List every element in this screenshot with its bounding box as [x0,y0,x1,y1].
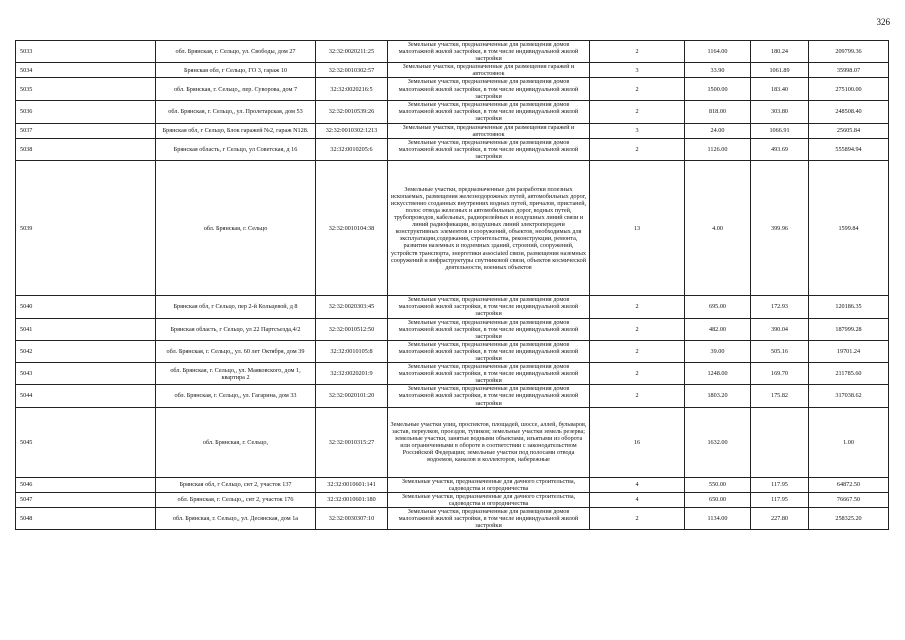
cell-group: 2 [590,296,685,318]
cell-cadastral-number: 32:32:0010315:27 [316,407,388,477]
cell-specific-value: 303.80 [751,100,809,123]
cell-cadastral-value: 209799.36 [809,41,889,63]
cell-specific-value: 117.95 [751,492,809,507]
cell-specific-value: 183.40 [751,78,809,100]
cell-group: 2 [590,385,685,407]
table-row [16,63,889,78]
cell-number: 5041 [16,318,156,340]
cell-land-use: Земельные участки, предназначенные для размещения домов малоэтажной жилой застройки, в том числе индивидуальной жилой застройки [388,100,590,123]
cell-address: обл. Брянская, г. Сельцо,, ул. Маяковского, дом 1, квартира 2 [156,363,316,385]
cell-area: 650.00 [685,492,751,507]
cell-area: 1632.00 [685,407,751,477]
cell-address: обл. Брянская, г. Сельцо,, снт 2, участок 176 [156,492,316,507]
cell-area: 818.00 [685,100,751,123]
page-number: 326 [876,17,890,27]
cell-land-use: Земельные участки, предназначенные для размещения домов малоэтажной жилой застройки, в том числе индивидуальной жилой застройки [388,138,590,160]
cell-land-use: Земельные участки, предназначенные для размещения домов малоэтажной жилой застройки, в том числе индивидуальной жилой застройки [388,78,590,100]
cell-cadastral-number: 32:32:0010302:57 [316,63,388,78]
cell-cadastral-number: 32:32:0010302:1213 [316,123,388,138]
table-body [16,41,889,530]
cell-specific-value: 117.95 [751,477,809,492]
cell-cadastral-value: 25605.84 [809,123,889,138]
cell-group: 2 [590,138,685,160]
cell-address: обл. Брянская, г. Сельцо,, ул. Пролетарская, дом 53 [156,100,316,123]
cell-land-use: Земельные участки, предназначенные для дачного строительства, садоводства и огородничества [388,492,590,507]
cell-address: Брянская обл, г Сельцо, Блок гаражей №2, гараж N128. [156,123,316,138]
cell-specific-value: 175.82 [751,385,809,407]
cell-number: 5039 [16,161,156,296]
cell-cadastral-value: 1599.84 [809,161,889,296]
cell-group: 2 [590,363,685,385]
cell-number: 5038 [16,138,156,160]
cell-specific-value [751,407,809,477]
cell-number: 5040 [16,296,156,318]
table-row [16,477,889,492]
cell-cadastral-number: 32:32:0010105:8 [316,340,388,362]
cell-land-use: Земельные участки улиц, проспектов, площадей, шоссе, аллей, бульваров, застав, переулков, проездов, тупиков; земельные участки земель резерва; земельные участки, занятые водными объектами, изъятыми из оборота или ограниченными в обороте в соответствии с законодательством Российской Федерации; земельные участки под полосами отвода водоемов, каналов и коллекторов, набережные [388,407,590,477]
table-row [16,161,889,296]
cell-land-use: Земельные участки, предназначенные для размещения домов малоэтажной жилой застройки, в том числе индивидуальной жилой застройки [388,318,590,340]
cell-area: 1248.00 [685,363,751,385]
cell-specific-value: 180.24 [751,41,809,63]
cell-group: 2 [590,318,685,340]
cell-land-use: Земельные участки, предназначенные для размещения гаражей и автостоянок [388,63,590,78]
cell-area: 1500.00 [685,78,751,100]
cell-cadastral-value: 248508.40 [809,100,889,123]
cell-area: 1134.00 [685,508,751,530]
cell-cadastral-number: 32:32:0020201:9 [316,363,388,385]
cell-group: 4 [590,477,685,492]
cell-number: 5043 [16,363,156,385]
cell-address: Брянская обл, г Сельцо, пер 2-й Кольцевой, д 8 [156,296,316,318]
cell-address: обл. Брянская, г. Сельцо,, ул. Гагарина, дом 33 [156,385,316,407]
cell-land-use: Земельные участки, предназначенные для дачного строительства, садоводства и огородничества [388,477,590,492]
cell-cadastral-number: 32:32:0020211:25 [316,41,388,63]
cell-specific-value: 390.04 [751,318,809,340]
cell-specific-value: 493.69 [751,138,809,160]
land-register-table [15,40,889,530]
cell-group: 4 [590,492,685,507]
cell-area: 4.00 [685,161,751,296]
cell-area: 1803.20 [685,385,751,407]
cell-cadastral-number: 32:32:0010601:180 [316,492,388,507]
cell-group: 2 [590,41,685,63]
cell-land-use: Земельные участки, предназначенные для размещения домов малоэтажной жилой застройки, в том числе индивидуальной жилой застройки [388,363,590,385]
cell-cadastral-number: 32:32:0030307:10 [316,508,388,530]
table-row [16,385,889,407]
cell-number: 5034 [16,63,156,78]
cell-number: 5035 [16,78,156,100]
cell-number: 5036 [16,100,156,123]
cell-cadastral-value: 35998.07 [809,63,889,78]
cell-cadastral-number: 32:32:0010539:26 [316,100,388,123]
table-row [16,340,889,362]
cell-cadastral-value: 211785.60 [809,363,889,385]
cell-group: 16 [590,407,685,477]
cell-cadastral-value: 64872.50 [809,477,889,492]
cell-cadastral-number: 32:32:0020101:20 [316,385,388,407]
cell-cadastral-number: 32:32:0010104:38 [316,161,388,296]
cell-specific-value: 172.93 [751,296,809,318]
cell-address: Брянская область, г Сельцо, ул 22 Партсъезда,4/2 [156,318,316,340]
cell-specific-value: 227.80 [751,508,809,530]
table-row [16,100,889,123]
table-row [16,296,889,318]
cell-group: 2 [590,78,685,100]
cell-cadastral-value: 555894.94 [809,138,889,160]
cell-group: 2 [590,340,685,362]
cell-cadastral-number: 32:32:0010512:50 [316,318,388,340]
cell-address: обл. Брянская, г. Сельцо,, ул. Десянская, дом 1а [156,508,316,530]
cell-address: Брянская обл, г Сельцо, снт 2, участок 137 [156,477,316,492]
table-row [16,407,889,477]
cell-cadastral-value: 258325.20 [809,508,889,530]
cell-area: 1164.00 [685,41,751,63]
table-row [16,138,889,160]
cell-specific-value: 169.70 [751,363,809,385]
cell-cadastral-number: 32:32:0020216:5 [316,78,388,100]
cell-land-use: Земельные участки, предназначенные для размещения домов малоэтажной жилой застройки, в том числе индивидуальной жилой застройки [388,340,590,362]
cell-specific-value: 1061.89 [751,63,809,78]
cell-cadastral-number: 32:32:0010601:141 [316,477,388,492]
cell-land-use: Земельные участки, предназначенные для разработки полезных ископаемых, размещения железнодорожных путей, автомобильных дорог, искусственно созданных внутренних водных путей, причалов, пристаней, полос отвода железных и автомобильных дорог, водных путей, трубопроводов, кабельных, радиорелейных и воздушных линий связи и линий радиофикации, воздушных линий электропередачи конструктивных элементов и сооружений, объектов, необходимых для эксплуатации,содержания, строительства, реконструкции, ремонта, развития наземных и подземных зданий, строений, сооружений, устройств транспорта, энергетики associated связи, размещения наземных сооружений и инфраструктуры спутниковой связи, объектов космической деятельности, военных объектов [388,161,590,296]
cell-number: 5048 [16,508,156,530]
cell-address: Брянская обл, г Сельцо, ГО 3, гараж 10 [156,63,316,78]
cell-number: 5037 [16,123,156,138]
cell-address: обл. Брянская, г. Сельцо,, пер. Суворова, дом 7 [156,78,316,100]
cell-cadastral-value: 275100.00 [809,78,889,100]
table-row [16,363,889,385]
cell-group: 2 [590,508,685,530]
cell-area: 550.00 [685,477,751,492]
cell-address: обл. Брянская, г. Сельцо, ул. Свободы, дом 27 [156,41,316,63]
table-row [16,41,889,63]
cell-cadastral-value: 1.00 [809,407,889,477]
cell-cadastral-number: 32:32:0010205:6 [316,138,388,160]
cell-area: 1126.00 [685,138,751,160]
cell-specific-value: 399.96 [751,161,809,296]
cell-cadastral-value: 19701.24 [809,340,889,362]
cell-address: обл. Брянская, г. Сельцо,, ул. 60 лет Октября, дом 39 [156,340,316,362]
table-row [16,78,889,100]
cell-area: 39.00 [685,340,751,362]
table-row [16,492,889,507]
table-row [16,508,889,530]
cell-cadastral-value: 187999.28 [809,318,889,340]
cell-area: 695.00 [685,296,751,318]
cell-address: Брянская область, г Сельцо, ул Советская, д 16 [156,138,316,160]
cell-cadastral-number: 32:32:0020303:45 [316,296,388,318]
cell-land-use: Земельные участки, предназначенные для размещения домов малоэтажной жилой застройки, в том числе индивидуальной жилой застройки [388,41,590,63]
cell-number: 5044 [16,385,156,407]
cell-specific-value: 505.16 [751,340,809,362]
cell-area: 482.00 [685,318,751,340]
cell-number: 5046 [16,477,156,492]
cell-land-use: Земельные участки, предназначенные для размещения домов малоэтажной жилой застройки, в том числе индивидуальной жилой застройки [388,296,590,318]
cell-land-use: Земельные участки, предназначенные для размещения домов малоэтажной жилой застройки, в том числе индивидуальной жилой застройки [388,385,590,407]
cell-group: 2 [590,100,685,123]
cell-group: 3 [590,63,685,78]
table-row [16,318,889,340]
cell-number: 5047 [16,492,156,507]
cell-area: 24.00 [685,123,751,138]
cell-address: обл. Брянская, г. Сельцо [156,161,316,296]
cell-land-use: Земельные участки, предназначенные для размещения гаражей и автостоянок [388,123,590,138]
cell-cadastral-value: 76667.50 [809,492,889,507]
cell-address: обл. Брянская, г. Сельцо, [156,407,316,477]
cell-number: 5033 [16,41,156,63]
cell-number: 5042 [16,340,156,362]
table-row [16,123,889,138]
cell-specific-value: 1066.91 [751,123,809,138]
cell-group: 13 [590,161,685,296]
cell-land-use: Земельные участки, предназначенные для размещения домов малоэтажной жилой застройки, в том числе индивидуальной жилой застройки [388,508,590,530]
cell-cadastral-value: 120186.35 [809,296,889,318]
cell-area: 33.90 [685,63,751,78]
cell-cadastral-value: 317038.62 [809,385,889,407]
cell-group: 3 [590,123,685,138]
cell-number: 5045 [16,407,156,477]
